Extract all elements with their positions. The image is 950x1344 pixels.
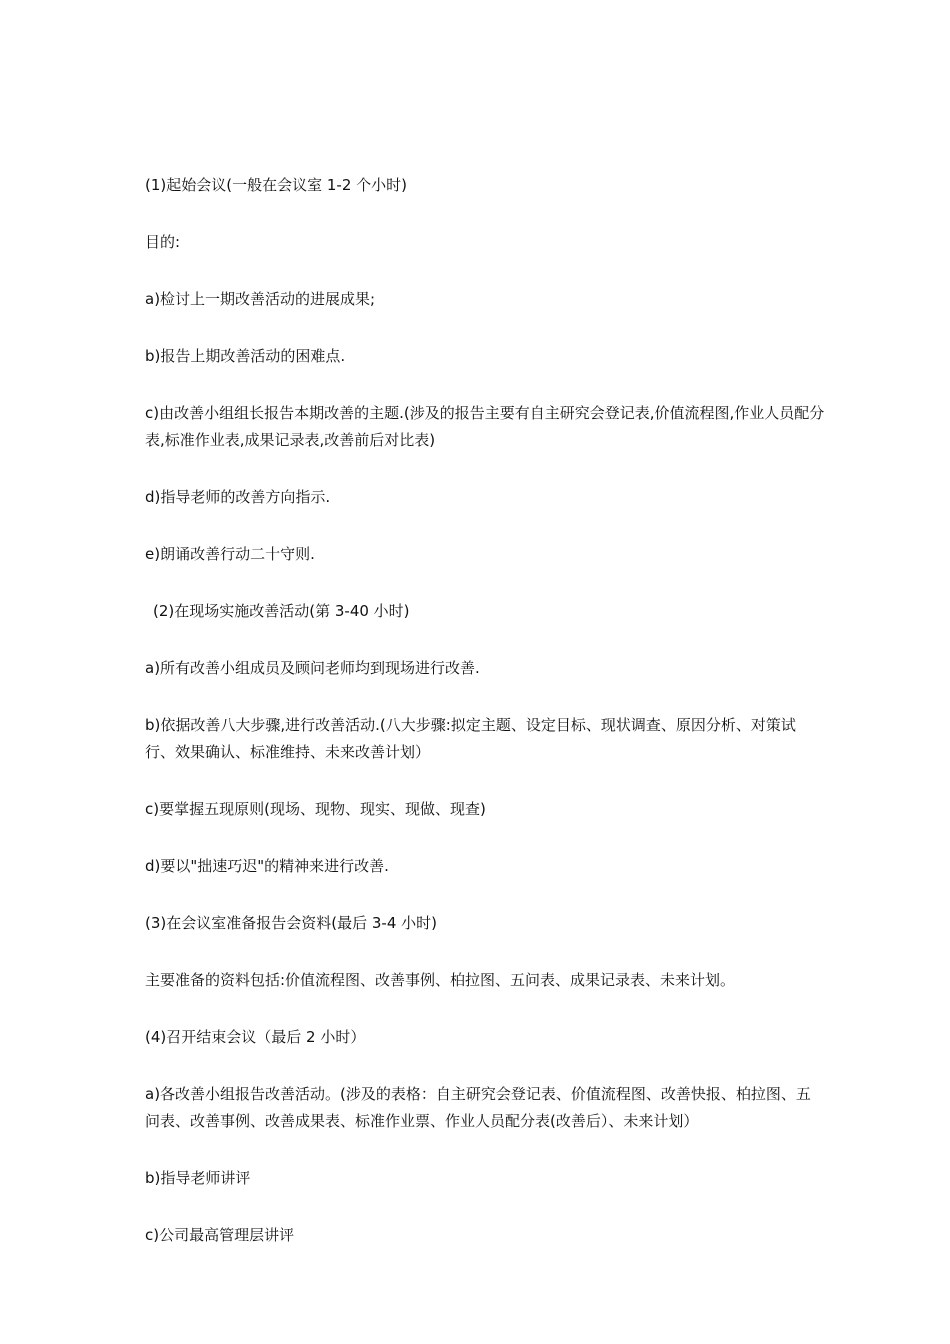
- document-body: [145, 172, 825, 1279]
- list-item: c)要掌握五现原则(现场、现物、现实、现做、现查): [145, 800, 486, 818]
- section-heading-onsite: (2)在现场实施改善活动(第 3-40 小时): [153, 602, 410, 620]
- section-heading-closing-meeting: (4)召开结束会议（最后 2 小时）: [145, 1028, 366, 1046]
- list-item: b)依据改善八大步骤,进行改善活动.(八大步骤:拟定主题、设定目标、现状调查、原因分析、对策试行、效果确认、标准维持、未来改善计划）: [145, 716, 796, 761]
- section-heading-prepare-report: (3)在会议室准备报告会资料(最后 3-4 小时): [145, 914, 437, 932]
- section-heading-start-meeting: (1)起始会议(一般在会议室 1-2 个小时): [145, 176, 407, 194]
- body-text: 主要准备的资料包括:价值流程图、改善事例、柏拉图、五问表、成果记录表、未来计划。: [145, 971, 736, 989]
- list-item: b)报告上期改善活动的困难点.: [145, 347, 346, 365]
- list-item: a)各改善小组报告改善活动。(涉及的表格：自主研究会登记表、价值流程图、改善快报、柏拉图、五问表、改善事例、改善成果表、标准作业票、作业人员配分表(改善后）、未来计划）: [145, 1085, 811, 1130]
- list-item: a)检讨上一期改善活动的进展成果;: [145, 290, 376, 308]
- list-item: d)要以"拙速巧迟"的精神来进行改善.: [145, 857, 389, 875]
- list-item: d)指导老师的改善方向指示.: [145, 488, 331, 506]
- list-item: a)所有改善小组成员及顾问老师均到现场进行改善.: [145, 659, 480, 677]
- purpose-label: 目的:: [145, 233, 181, 251]
- list-item: c)公司最高管理层讲评: [145, 1226, 295, 1244]
- list-item: c)由改善小组组长报告本期改善的主题.(涉及的报告主要有自主研究会登记表,价值流程图,作业人员配分表,标准作业表,成果记录表,改善前后对比表): [145, 404, 825, 449]
- list-item: b)指导老师讲评: [145, 1169, 251, 1187]
- list-item: e)朗诵改善行动二十守则.: [145, 545, 315, 563]
